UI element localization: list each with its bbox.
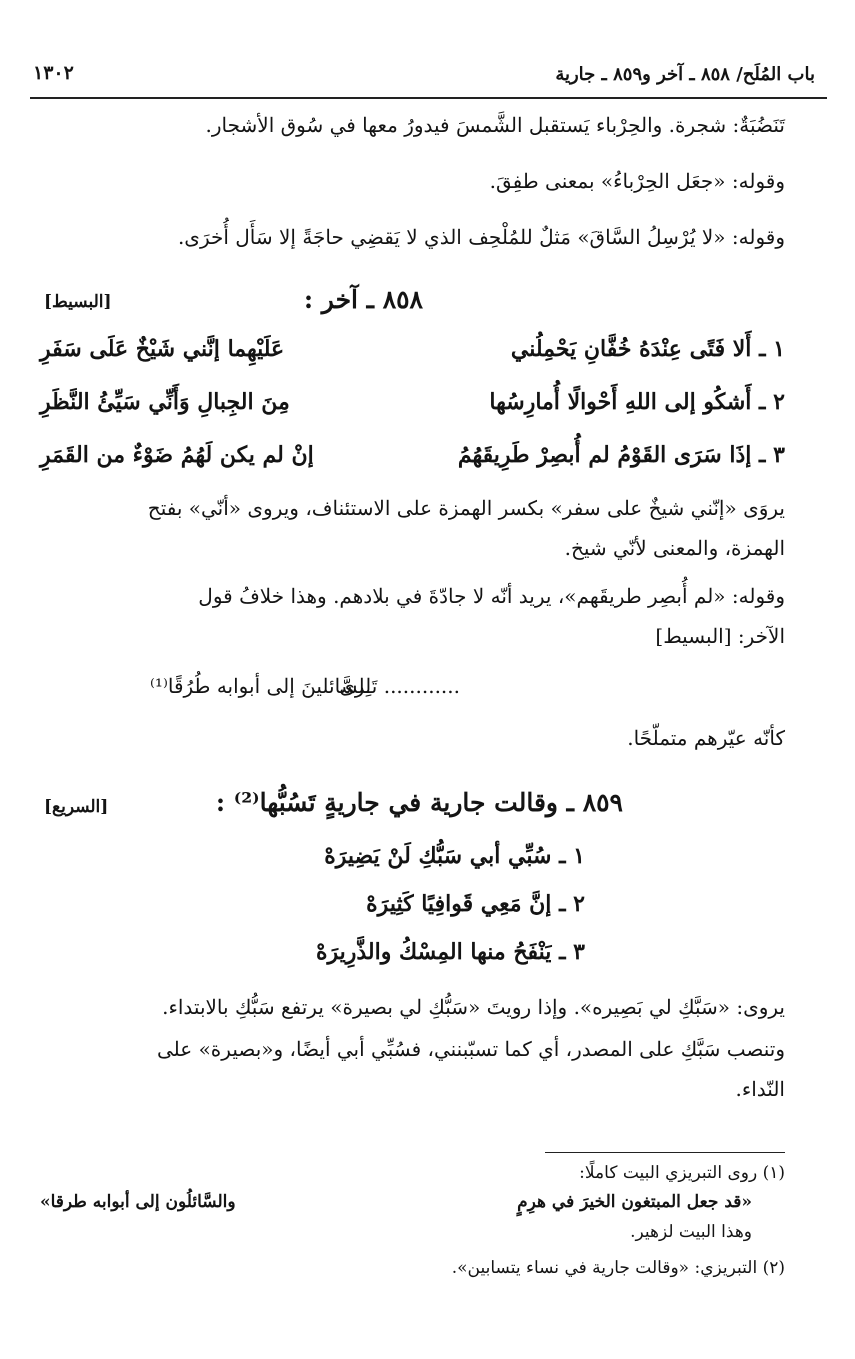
footnote-1-verse-first: «قد جعل المبتغون الخيرَ في هرِمٍ [517, 1192, 752, 1212]
commentary-859-line-2: وتنصب سَبَّكِ على المصدر، أي كما تسبّبنني، فسُبِّي أبي أيضًا، و«بصيرة» على [156, 1037, 785, 1061]
intro-line-3: وقوله: «لا يُرْسِلُ السَّاقَ» مَثلٌ للمُلْحِف الذي لا يَقضِي حاجَةً إلا سَأَل أُخرَى. [177, 225, 785, 249]
commentary-858-line-2: الهمزة، والمعنى لأنّي شيخ. [564, 536, 785, 560]
verse-858-3-first: ٣ ـ إذَا سَرَى القَوْمُ لم أُبصِرْ طَرِيقَهُمُ [457, 442, 785, 468]
intro-line-2: وقوله: «جعَل الحِرْباءُ» بمعنى طفِقَ. [489, 169, 785, 193]
footnote-1-note: وهذا البيت لزهير. [630, 1222, 752, 1242]
intro-line-1: تَنَضُبَةٌ: شجرة. والحِرْباء يَستقبل الشَّمسَ فيدورُ معها في سُوق الأشجار. [205, 113, 785, 137]
section-858-heading: ٨٥٨ ـ آخر : [303, 285, 423, 314]
verse-858-3-second: إنْ لم يكن لَهُمُ ضَوْءٌ من القَمَرِ [40, 442, 314, 468]
verse-858-1-second: عَلَيْهِما إنَّني شَيْخٌ عَلَى سَفَرِ [40, 336, 285, 362]
commentary-859-line-3: النّداء. [735, 1077, 785, 1101]
quote-hemistich: لِلسَّائلينَ إلى أبوابه طُرُقًا⁽¹⁾ [150, 674, 372, 698]
verse-859-2: ٢ ـ إنَّ مَعِي قَوافِيًا كَثِيرَهْ [366, 891, 585, 917]
commentary-859-line-1: يروى: «سَبَّكِ لي بَصِيره». وإذا رويتَ «سَبُّكِ لي بصيرة» يرتفع سَبُّكِ بالابتداء. [162, 995, 785, 1019]
verse-858-1-first: ١ ـ أَلا فَتًى عِنْدَهُ خُفَّانِ يَحْمِلُني [510, 336, 785, 362]
page-number: ١٣٠٢ [33, 62, 74, 84]
footnote-divider [545, 1152, 785, 1153]
verse-858-2-second: مِنَ الجِبالِ وَأَنِّي سَيِّئُ النَّظَرِ [40, 389, 290, 415]
footnote-1-verse-second: والسَّائلُون إلى أبوابه طرقا» [40, 1192, 236, 1212]
footnote-2: (٢) التبريزي: «وقالت جارية في نساء يتسابين». [451, 1258, 785, 1278]
running-header-title: باب المُلَح/ ٨٥٨ ـ آخر و٨٥٩ ـ جارية [555, 64, 815, 85]
commentary-858-line-1: يروَى «إنّني شيخٌ على سفر» بكسر الهمزة على الاستئناف، ويروى «أنّي» بفتح [147, 496, 785, 520]
section-859-heading: ٨٥٩ ـ وقالت جارية في جاريةٍ تَسُبُّها⁽²⁾ : [215, 788, 623, 817]
commentary-858-line-5: كأنّه عيّرهم متملّحًا. [627, 726, 785, 750]
quote-dots: ............ تَـرى [339, 674, 460, 698]
verse-858-2-first: ٢ ـ أَشكُو إلى اللهِ أَحْوالًا أُمارِسُها [489, 389, 785, 415]
header-divider [30, 97, 827, 99]
section-859-meter: [السريع] [44, 797, 109, 817]
verse-859-1: ١ ـ سُبِّي أبي سَبُّكِ لَنْ يَضِيرَهْ [324, 843, 585, 869]
commentary-858-line-4: الآخر: [البسيط] [655, 624, 785, 648]
section-858-meter: [البسيط] [44, 292, 112, 312]
verse-859-3: ٣ ـ يَنْفَحُ منها المِسْكُ والذَّرِيرَهْ [315, 939, 585, 965]
commentary-858-line-3: وقوله: «لم أُبصِر طريقَهم»، يريد أنّه لا جادّةَ في بلادهم. وهذا خلافُ قول [198, 584, 785, 608]
footnote-1-label: (١) روى التبريزي البيت كاملًا: [579, 1163, 785, 1183]
